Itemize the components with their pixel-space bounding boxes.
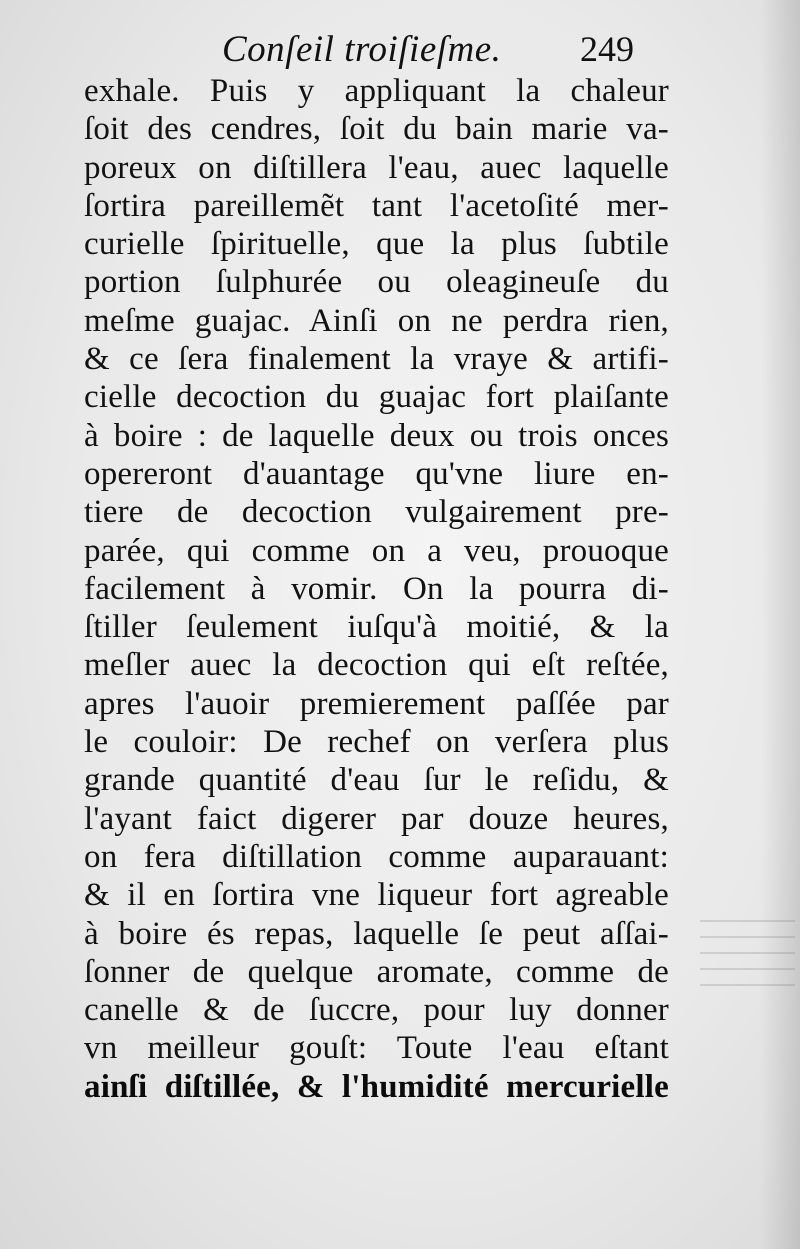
text-line: poreux on diſtillera l'eau, auec laquelle <box>84 149 669 186</box>
text-line: vn meilleur gouſt: Toute l'eau eſtant <box>84 1030 669 1067</box>
text-line: & ce ſera finalement la vraye & artifi- <box>84 341 669 378</box>
show-through-ink <box>700 920 795 990</box>
text-line: le couloir: De rechef on verſera plus <box>84 724 669 761</box>
text-line: canelle & de ſuccre, pour luy donner <box>84 992 669 1029</box>
page-gutter-shadow <box>760 0 800 1249</box>
text-line: curielle ſpirituelle, que la plus ſubtile <box>84 226 669 263</box>
text-line: on fera diſtillation comme auparauant: <box>84 838 669 875</box>
text-line: apres l'auoir premierement paſſée par <box>84 685 669 722</box>
page-number: 249 <box>580 29 634 69</box>
text-line: à boire : de laquelle deux ou trois onces <box>84 417 669 454</box>
text-line-last: ainſi diſtillée, & l'humidité mercurielle <box>84 1068 669 1105</box>
text-line: facilement à vomir. On la pourra di- <box>84 570 669 607</box>
text-line: meſler auec la decoction qui eſt reſtée, <box>84 647 669 684</box>
text-line: tiere de decoction vulgairement pre- <box>84 494 669 531</box>
text-line: grande quantité d'eau ſur le reſidu, & <box>84 762 669 799</box>
text-line: ſortira pareillemẽt tant l'acetoſité mer- <box>84 187 669 224</box>
text-line: ſoit des cendres, ſoit du bain marie va- <box>84 111 669 148</box>
text-line: meſme guajac. Ainſi on ne perdra rien, <box>84 302 669 339</box>
running-head <box>0 26 800 76</box>
text-line: parée, qui comme on a veu, prouoque <box>84 532 669 569</box>
text-line: à boire és repas, laquelle ſe peut aſſai- <box>84 915 669 952</box>
text-line: ſonner de quelque aromate, comme de <box>84 953 669 990</box>
text-line: ſtiller ſeulement iuſqu'à moitié, & la <box>84 609 669 646</box>
body-text <box>84 72 669 1106</box>
running-head-title: Conſeil troiſieſme. <box>222 29 502 70</box>
text-line: exhale. Puis y appliquant la chaleur <box>84 73 669 109</box>
text-line: opereront d'auantage qu'vne liure en- <box>84 455 669 492</box>
text-line: & il en ſortira vne liqueur fort agreable <box>84 877 669 914</box>
text-line: cielle decoction du guajac fort plaiſante <box>84 379 669 416</box>
text-line: portion ſulphurée ou oleagineuſe du <box>84 264 669 301</box>
text-line: l'ayant faict digerer par douze heures, <box>84 800 669 837</box>
